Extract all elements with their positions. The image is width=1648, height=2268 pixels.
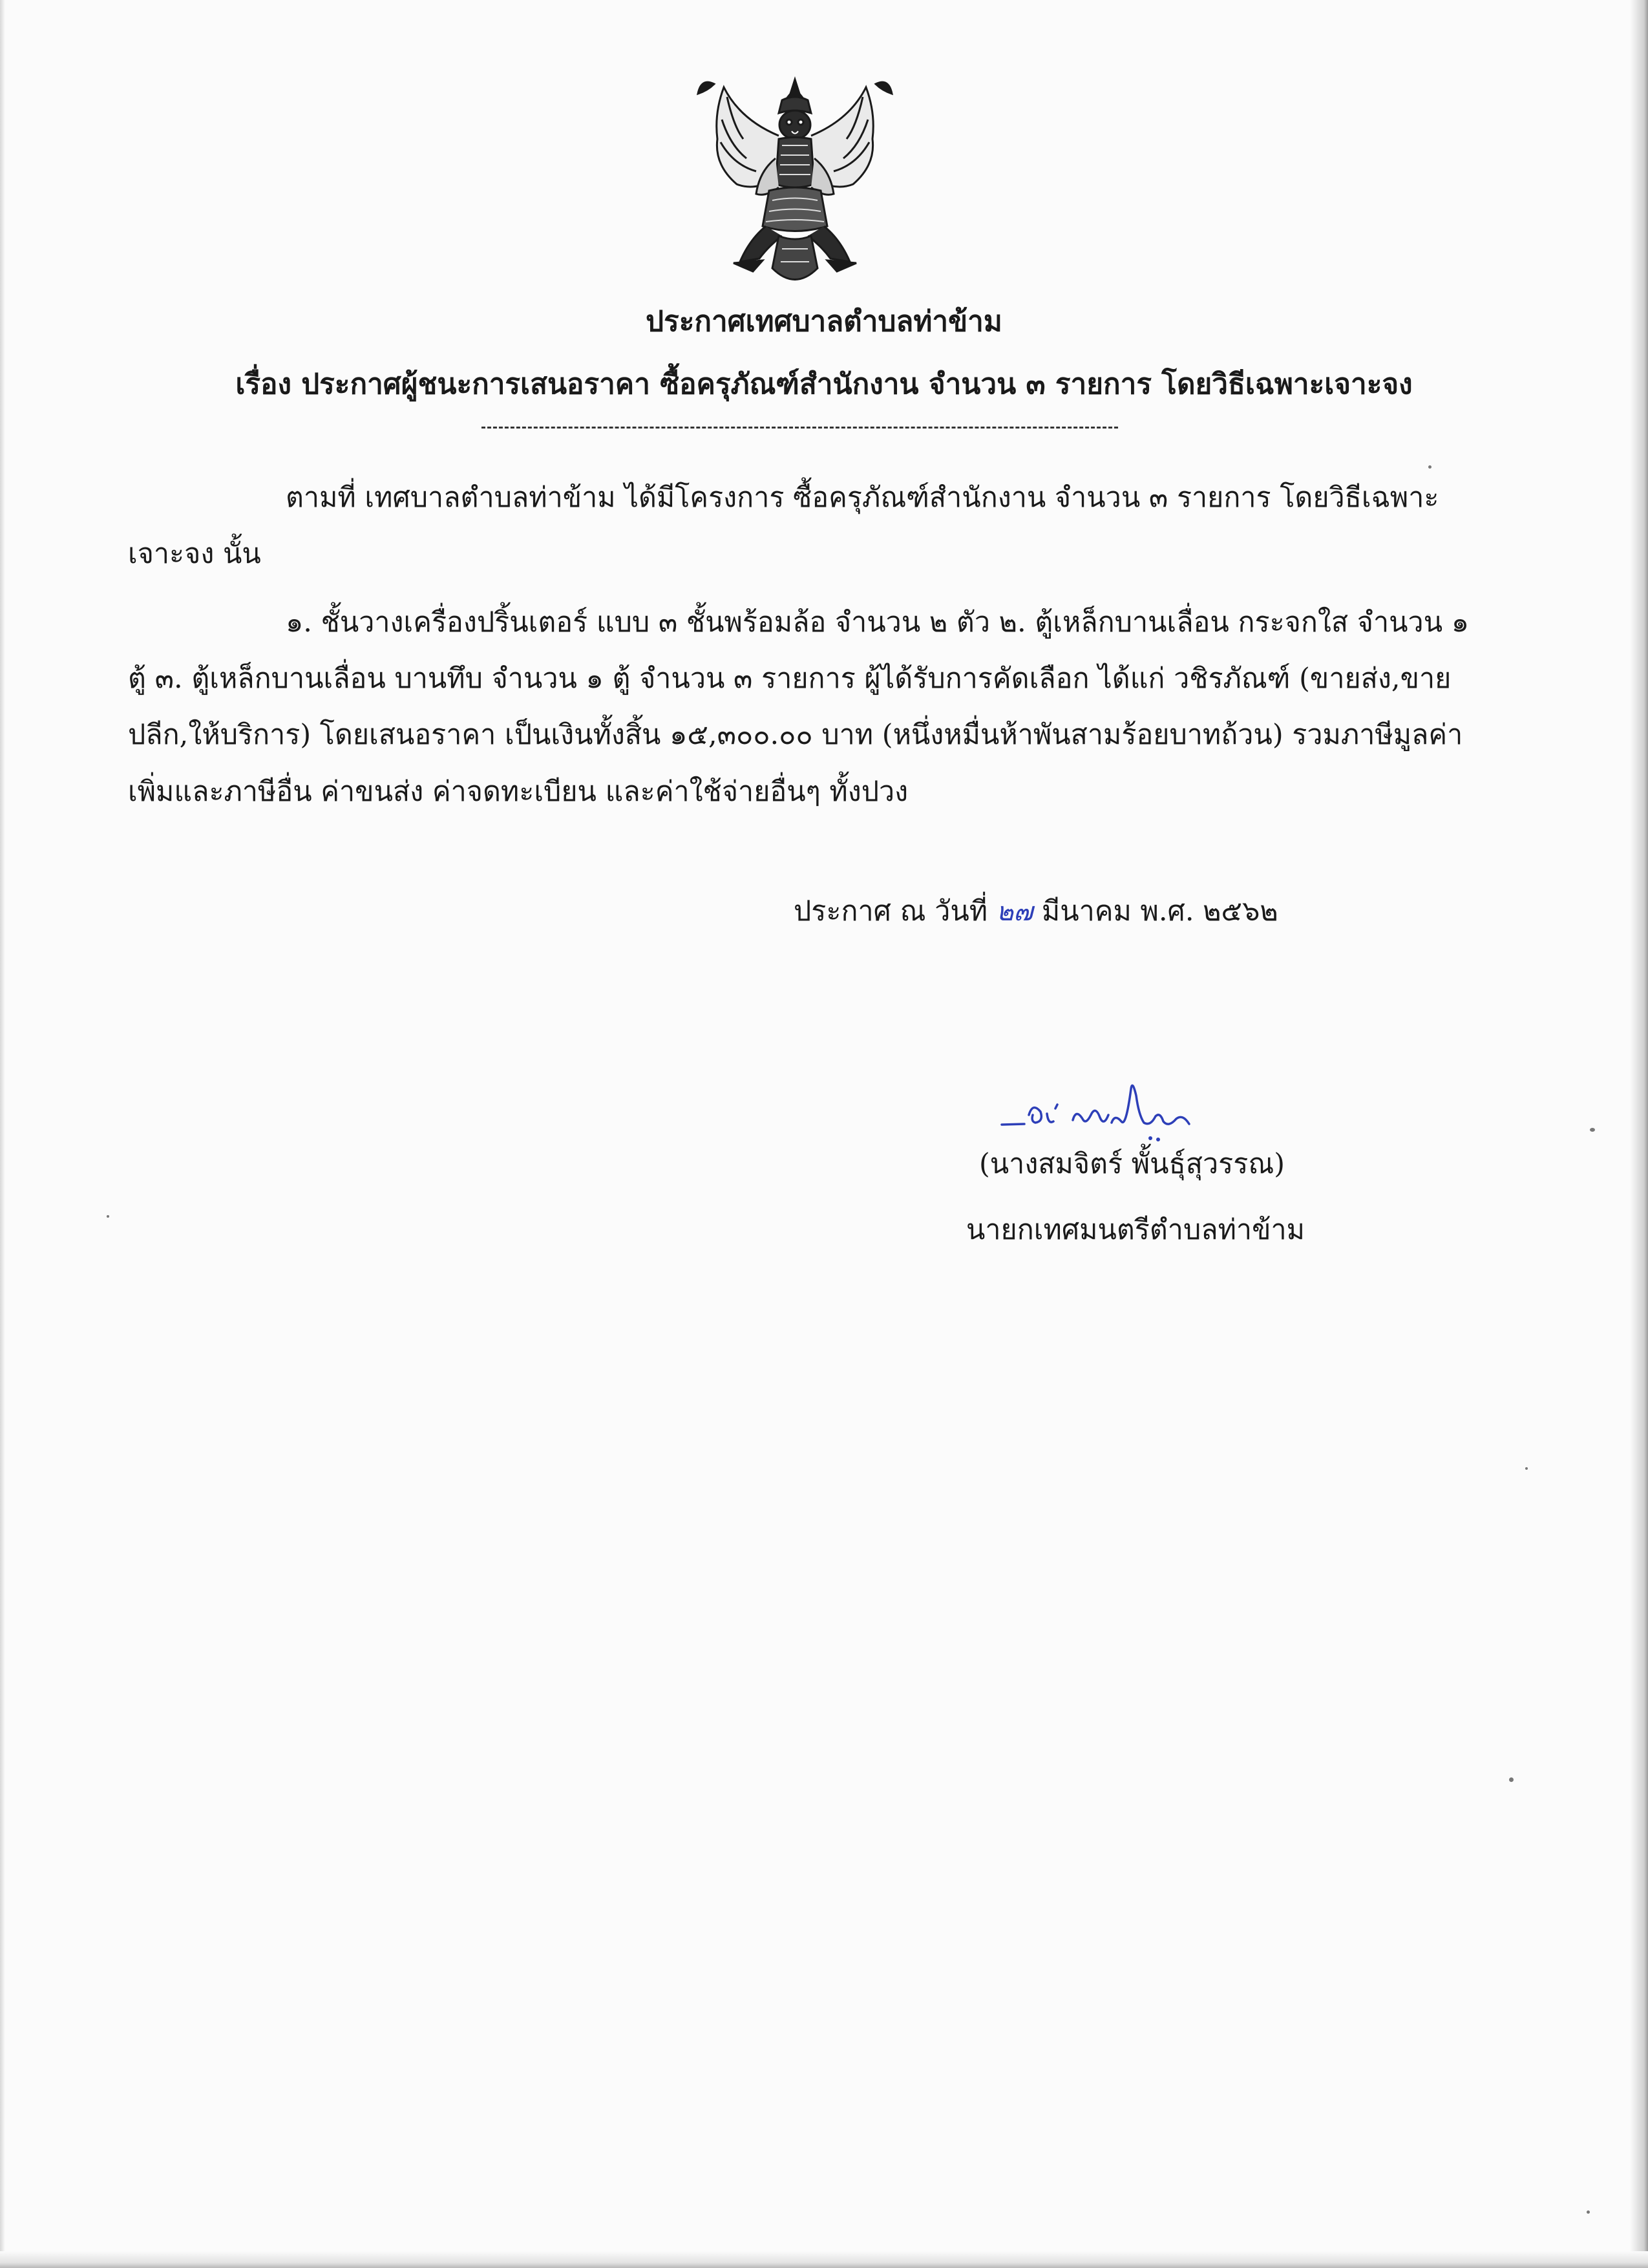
body-line-5: ปลีก,ให้บริการ) โดยเสนอราคา เป็นเงินทั้งสิ้น ๑๕,๓๐๐.๐๐ บาท (หนึ่งหมื่นห้าพันสามร้อยบาทถ้วน) รวมภาษีมูลค่า: [128, 719, 1463, 751]
date-day-handwritten: ๒๗: [996, 897, 1033, 927]
document-title: ประกาศเทศบาลตำบลท่าข้าม: [646, 305, 1002, 338]
signatory-name: (นางสมจิตร์ พั้นธุ์สุวรรณ): [979, 1148, 1285, 1180]
scan-speck: [1590, 1128, 1595, 1132]
scan-edge-bottom: [0, 2251, 1648, 2268]
document-subject: เรื่อง ประกาศผู้ชนะการเสนอราคา ซื้อครุภัณฑ์สำนักงาน จำนวน ๓ รายการ โดยวิธีเฉพาะเจาะจง: [235, 368, 1413, 401]
garuda-emblem-icon: [688, 74, 902, 297]
body-line-1: ตามที่ เทศบาลตำบลท่าข้าม ได้มีโครงการ ซื้อครุภัณฑ์สำนักงาน จำนวน ๓ รายการ โดยวิธีเฉพาะ: [286, 482, 1439, 514]
scan-speck: [107, 1215, 109, 1218]
date-prefix: ประกาศ ณ วันที่: [794, 895, 988, 927]
body-line-4: ตู้ ๓. ตู้เหล็กบานเลื่อน บานทึบ จำนวน ๑ ตู้ จำนวน ๓ รายการ ผู้ได้รับการคัดเลือก ได้แก่ วชิรภัณฑ์ (ขายส่ง,ขาย: [128, 662, 1452, 695]
signature-icon: [989, 1076, 1221, 1147]
scan-speck: [1587, 2210, 1590, 2214]
scan-speck: [1525, 1467, 1528, 1470]
scan-speck: [1428, 465, 1431, 469]
body-line-6: เพิ่มและภาษีอื่น ค่าขนส่ง ค่าจดทะเบียน และค่าใช้จ่ายอื่นๆ ทั้งปวง: [128, 776, 909, 808]
divider-line: [481, 427, 1118, 429]
body-line-2: เจาะจง นั้น: [128, 538, 261, 570]
scan-speck: [1509, 1777, 1514, 1782]
body-line-3: ๑. ชั้นวางเครื่องปริ้นเตอร์ แบบ ๓ ชั้นพร้อมล้อ จำนวน ๒ ตัว ๒. ตู้เหล็กบานเลื่อน กระจกใส จำนวน ๑: [286, 606, 1470, 639]
date-month-year: มีนาคม พ.ศ. ๒๕๖๒: [1041, 895, 1278, 927]
signatory-position: นายกเทศมนตรีตำบลท่าข้าม: [966, 1214, 1305, 1246]
announcement-date: [794, 889, 1278, 933]
